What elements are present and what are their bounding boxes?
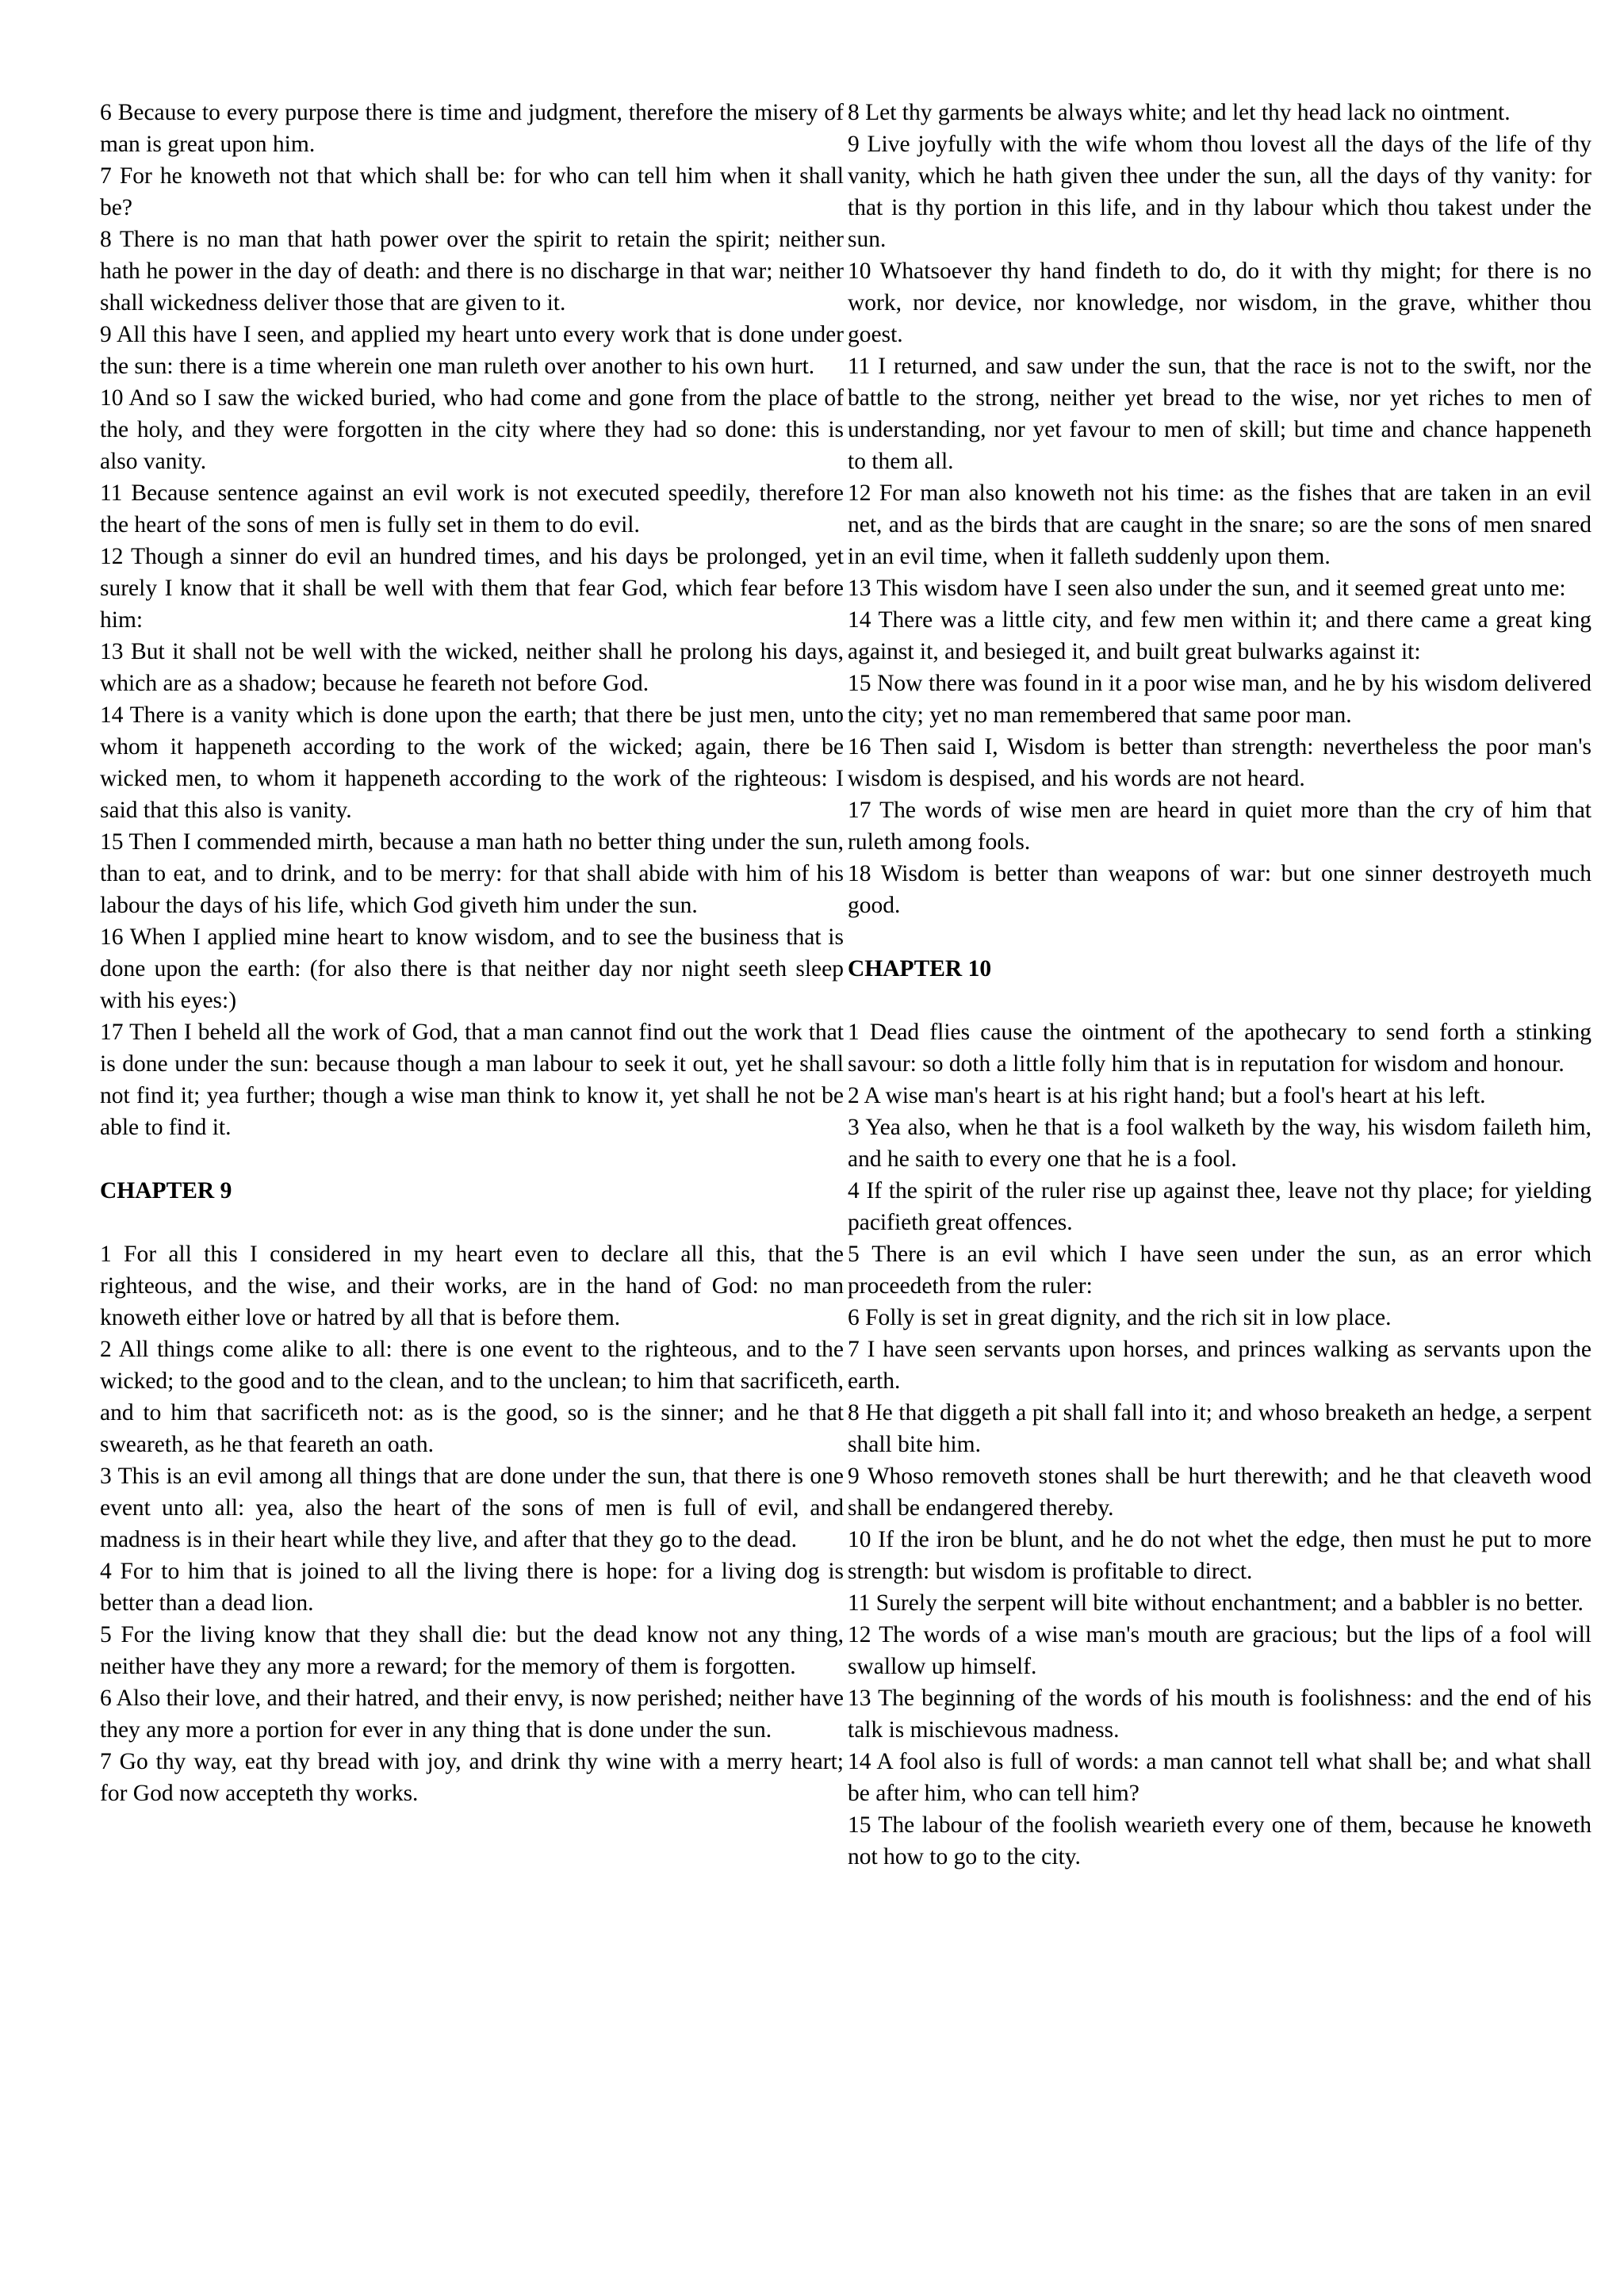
verse: 3 This is an evil among all things that are done under the sun, that there is one event unto all: yea, also the heart of the sons of men is full of evil, and madness is in their heart while they live, and after that they go to the dead. <box>100 1464 844 1552</box>
verse: 14 There is a vanity which is done upon the earth; that there be just men, unto whom it happeneth according to the work of the wicked; again, there be wicked men, to whom it happeneth according to the work of the righteous: I said that this also is vanity. <box>100 702 844 823</box>
verse: 3 Yea also, when he that is a fool walketh by the way, his wisdom faileth him, and he saith to every one that he is a fool. <box>848 1115 1591 1172</box>
verse: 16 When I applied mine heart to know wisdom, and to see the business that is done upon the earth: (for also there is that neither day nor night seeth sleep with his eyes:) <box>100 924 844 1013</box>
verse: 2 A wise man's heart is at his right hand; but a fool's heart at his left. <box>848 1083 1486 1108</box>
right-column <box>848 97 1591 1873</box>
chapter-heading: CHAPTER 10 <box>848 956 992 982</box>
verse: 4 For to him that is joined to all the living there is hope: for a living dog is better than a dead lion. <box>100 1559 844 1616</box>
verse: 15 Then I commended mirth, because a man hath no better thing under the sun, than to eat, and to drink, and to be merry: for that shall abide with him of his labour the days of his life, which God giveth him under the sun. <box>100 829 844 918</box>
verse: 7 I have seen servants upon horses, and princes walking as servants upon the earth. <box>848 1337 1591 1394</box>
verse: 13 This wisdom have I seen also under the sun, and it seemed great unto me: <box>848 576 1566 601</box>
left-column <box>100 97 844 1809</box>
verse: 13 The beginning of the words of his mouth is foolishness: and the end of his talk is mischievous madness. <box>848 1686 1591 1743</box>
verse: 5 For the living know that they shall die: but the dead know not any thing, neither have they any more a reward; for the memory of them is forgotten. <box>100 1622 844 1679</box>
verse: 7 For he knoweth not that which shall be: for who can tell him when it shall be? <box>100 163 844 220</box>
verse: 1 For all this I considered in my heart even to declare all this, that the righteous, and the wise, and their works, are in the hand of God: no man knoweth either love or hatred by all that is before them. <box>100 1242 844 1330</box>
verse: 12 The words of a wise man's mouth are gracious; but the lips of a fool will swallow up himself. <box>848 1622 1591 1679</box>
verse: 8 There is no man that hath power over the spirit to retain the spirit; neither hath he power in the day of death: and there is no discharge in that war; neither shall wickedness deliver those that are given to it. <box>100 227 844 316</box>
verse: 9 All this have I seen, and applied my heart unto every work that is done under the sun: there is a time wherein one man ruleth over another to his own hurt. <box>100 322 844 379</box>
verse: 17 Then I beheld all the work of God, that a man cannot find out the work that is done under the sun: because though a man labour to seek it out, yet he shall not find it; yea further; though a wise man think to know it, yet shall he not be able to find it. <box>100 1020 844 1140</box>
verse: 4 If the spirit of the ruler rise up against thee, leave not thy place; for yielding pacifieth great offences. <box>848 1178 1591 1235</box>
verse: 11 I returned, and saw under the sun, that the race is not to the swift, nor the battle to the strong, neither yet bread to the wise, nor yet riches to men of understanding, nor yet favour to men of skill; but time and chance happeneth to them all. <box>848 354 1591 474</box>
verse: 2 All things come alike to all: there is one event to the righteous, and to the wicked; to the good and to the clean, and to the unclean; to him that sacrificeth, and to him that sacrificeth not: as is the good, so is the sinner; and he that sweareth, as he that feareth an oath. <box>100 1337 844 1457</box>
verse: 14 A fool also is full of words: a man cannot tell what shall be; and what shall be after him, who can tell him? <box>848 1749 1591 1806</box>
verse: 9 Whoso removeth stones shall be hurt therewith; and he that cleaveth wood shall be endangered thereby. <box>848 1464 1591 1521</box>
verse: 11 Because sentence against an evil work is not executed speedily, therefore the heart of the sons of men is fully set in them to do evil. <box>100 480 844 538</box>
verse: 13 But it shall not be well with the wicked, neither shall he prolong his days, which are as a shadow; because he feareth not before God. <box>100 639 844 696</box>
verse: 6 Because to every purpose there is time and judgment, therefore the misery of man is great upon him. <box>100 100 844 157</box>
verse: 11 Surely the serpent will bite without enchantment; and a babbler is no better. <box>848 1590 1584 1616</box>
verse: 14 There was a little city, and few men within it; and there came a great king against it, and besieged it, and built great bulwarks against it: <box>848 607 1591 664</box>
verse: 10 If the iron be blunt, and he do not whet the edge, then must he put to more strength: but wisdom is profitable to direct. <box>848 1527 1591 1584</box>
verse: 6 Also their love, and their hatred, and their envy, is now perished; neither have they any more a portion for ever in any thing that is done under the sun. <box>100 1686 844 1743</box>
verse: 10 And so I saw the wicked buried, who had come and gone from the place of the holy, and they were forgotten in the city where they had so done: this is also vanity. <box>100 385 844 474</box>
verse: 12 Though a sinner do evil an hundred times, and his days be prolonged, yet surely I know that it shall be well with them that fear God, which fear before him: <box>100 544 844 633</box>
verse: 8 He that diggeth a pit shall fall into it; and whoso breaketh an hedge, a serpent shall bite him. <box>848 1400 1591 1457</box>
verse: 5 There is an evil which I have seen under the sun, as an error which proceedeth from the ruler: <box>848 1242 1591 1299</box>
chapter-heading: CHAPTER 9 <box>100 1178 232 1203</box>
verse: 16 Then said I, Wisdom is better than strength: nevertheless the poor man's wisdom is despised, and his words are not heard. <box>848 734 1591 791</box>
verse: 7 Go thy way, eat thy bread with joy, and drink thy wine with a merry heart; for God now accepteth thy works. <box>100 1749 844 1806</box>
verse: 6 Folly is set in great dignity, and the rich sit in low place. <box>848 1305 1392 1330</box>
verse: 18 Wisdom is better than weapons of war: but one sinner destroyeth much good. <box>848 861 1591 918</box>
verse: 9 Live joyfully with the wife whom thou lovest all the days of the life of thy vanity, which he hath given thee under the sun, all the days of thy vanity: for that is thy portion in this life, and in thy labour which thou takest under the sun. <box>848 132 1591 252</box>
verse: 17 The words of wise men are heard in quiet more than the cry of him that ruleth among fools. <box>848 798 1591 855</box>
verse: 15 Now there was found in it a poor wise man, and he by his wisdom delivered the city; yet no man remembered that same poor man. <box>848 671 1591 728</box>
verse: 12 For man also knoweth not his time: as the fishes that are taken in an evil net, and as the birds that are caught in the snare; so are the sons of men snared in an evil time, when it falleth suddenly upon them. <box>848 480 1591 569</box>
verse: 15 The labour of the foolish wearieth every one of them, because he knoweth not how to go to the city. <box>848 1812 1591 1869</box>
verse: 10 Whatsoever thy hand findeth to do, do it with thy might; for there is no work, nor device, nor knowledge, nor wisdom, in the grave, whither thou goest. <box>848 258 1591 347</box>
verse: 1 Dead flies cause the ointment of the apothecary to send forth a stinking savour: so doth a little folly him that is in reputation for wisdom and honour. <box>848 1020 1591 1077</box>
verse: 8 Let thy garments be always white; and let thy head lack no ointment. <box>848 100 1511 125</box>
